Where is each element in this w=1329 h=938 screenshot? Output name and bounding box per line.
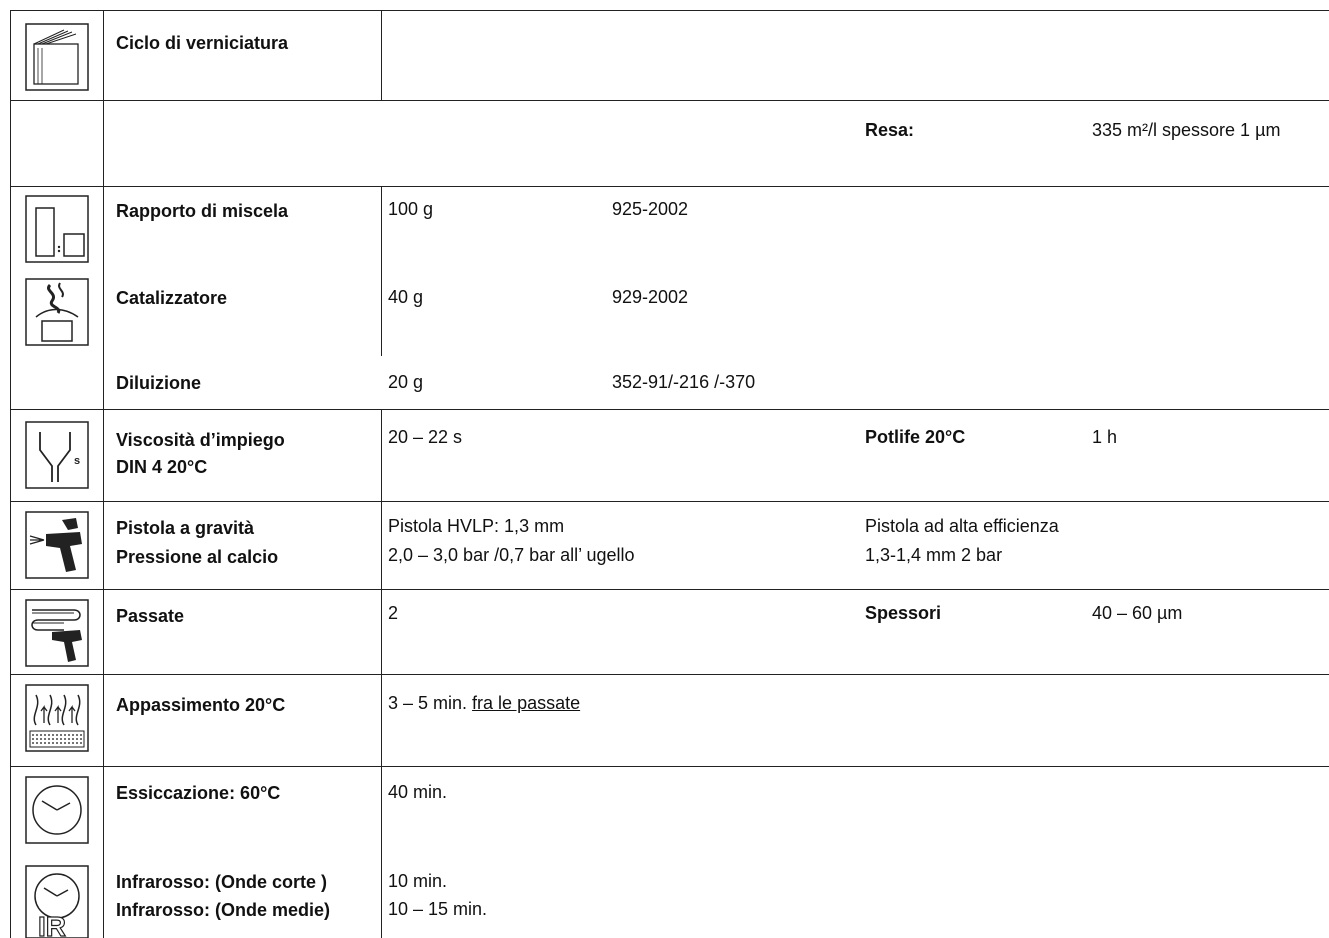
mixing-ratio-code: 925-2002 xyxy=(612,199,689,219)
passes-label: Passate xyxy=(116,606,185,626)
dilution-label: Diluizione xyxy=(116,373,201,393)
svg-text:IR: IR xyxy=(38,911,66,938)
infrared-value-line1: 10 min. xyxy=(388,871,448,891)
passes-value: 2 xyxy=(388,603,399,623)
viscosity-label-line2: DIN 4 20°C xyxy=(116,457,208,477)
infrared-value-line2: 10 – 15 min. xyxy=(388,899,488,919)
high-efficiency-line1: Pistola ad alta efficienza xyxy=(865,516,1059,536)
viscosity-value: 20 – 22 s xyxy=(388,427,463,447)
page-title: Ciclo di verniciatura xyxy=(116,33,289,53)
potlife-label: Potlife 20°C xyxy=(865,427,966,447)
catalyst-label: Catalizzatore xyxy=(116,288,228,308)
table-top-border xyxy=(10,10,1329,11)
drying-label: Essiccazione: 60°C xyxy=(116,783,281,803)
viscosity-cup-icon xyxy=(24,420,90,490)
resa-label: Resa: xyxy=(865,120,915,140)
svg-text:s: s xyxy=(74,455,81,467)
col-divider xyxy=(381,409,382,938)
catalyst-code: 929-2002 xyxy=(612,287,689,307)
col-divider xyxy=(10,10,11,938)
gun-label-line1: Pistola a gravità xyxy=(116,518,255,538)
mixing-ratio-amount: 100 g xyxy=(388,199,434,219)
infrared-clock-icon xyxy=(24,864,90,938)
high-efficiency-line2: 1,3-1,4 mm 2 bar xyxy=(865,545,1003,565)
drying-value: 40 min. xyxy=(388,782,448,802)
catalyst-icon xyxy=(24,277,90,347)
potlife-value: 1 h xyxy=(1092,427,1118,447)
row-divider xyxy=(10,501,1329,502)
flash-off-icon xyxy=(24,683,90,753)
hvlp-line1: Pistola HVLP: 1,3 mm xyxy=(388,516,565,536)
viscosity-label-line1: Viscosità d’impiego xyxy=(116,430,285,450)
col-divider xyxy=(103,10,104,938)
mixing-ratio-label: Rapporto di miscela xyxy=(116,201,289,221)
hvlp-line2: 2,0 – 3,0 bar /0,7 bar all’ ugello xyxy=(388,545,635,565)
row-divider xyxy=(10,186,1329,187)
thickness-label: Spessori xyxy=(865,603,942,623)
infrared-label-line1: Infrarosso: (Onde corte ) xyxy=(116,872,328,892)
spray-gun-icon xyxy=(24,510,90,580)
gun-label-line2: Pressione al calcio xyxy=(116,547,279,567)
flash-off-label: Appassimento 20°C xyxy=(116,695,286,715)
catalyst-amount: 40 g xyxy=(388,287,424,307)
col-divider xyxy=(381,186,382,356)
resa-value: 335 m²/l spessore 1 µm xyxy=(1092,120,1281,140)
flash-off-value-prefix: 3 – 5 min. xyxy=(388,693,473,713)
spray-passes-icon xyxy=(24,598,90,668)
row-divider xyxy=(10,589,1329,590)
thickness-value: 40 – 60 µm xyxy=(1092,603,1183,623)
dilution-code: 352-91/-216 /-370 xyxy=(612,372,756,392)
dilution-amount: 20 g xyxy=(388,372,424,392)
flash-off-value-link: fra le passate xyxy=(472,693,581,713)
row-divider xyxy=(10,409,1329,410)
infrared-label-line2: Infrarosso: (Onde medie) xyxy=(116,900,331,920)
row-divider xyxy=(10,100,1329,101)
mixing-ratio-icon xyxy=(24,194,90,264)
clock-icon xyxy=(24,775,90,845)
book-icon xyxy=(24,22,90,92)
row-divider xyxy=(10,766,1329,767)
col-divider xyxy=(381,10,382,100)
flash-off-value xyxy=(388,690,580,716)
row-divider xyxy=(10,674,1329,675)
